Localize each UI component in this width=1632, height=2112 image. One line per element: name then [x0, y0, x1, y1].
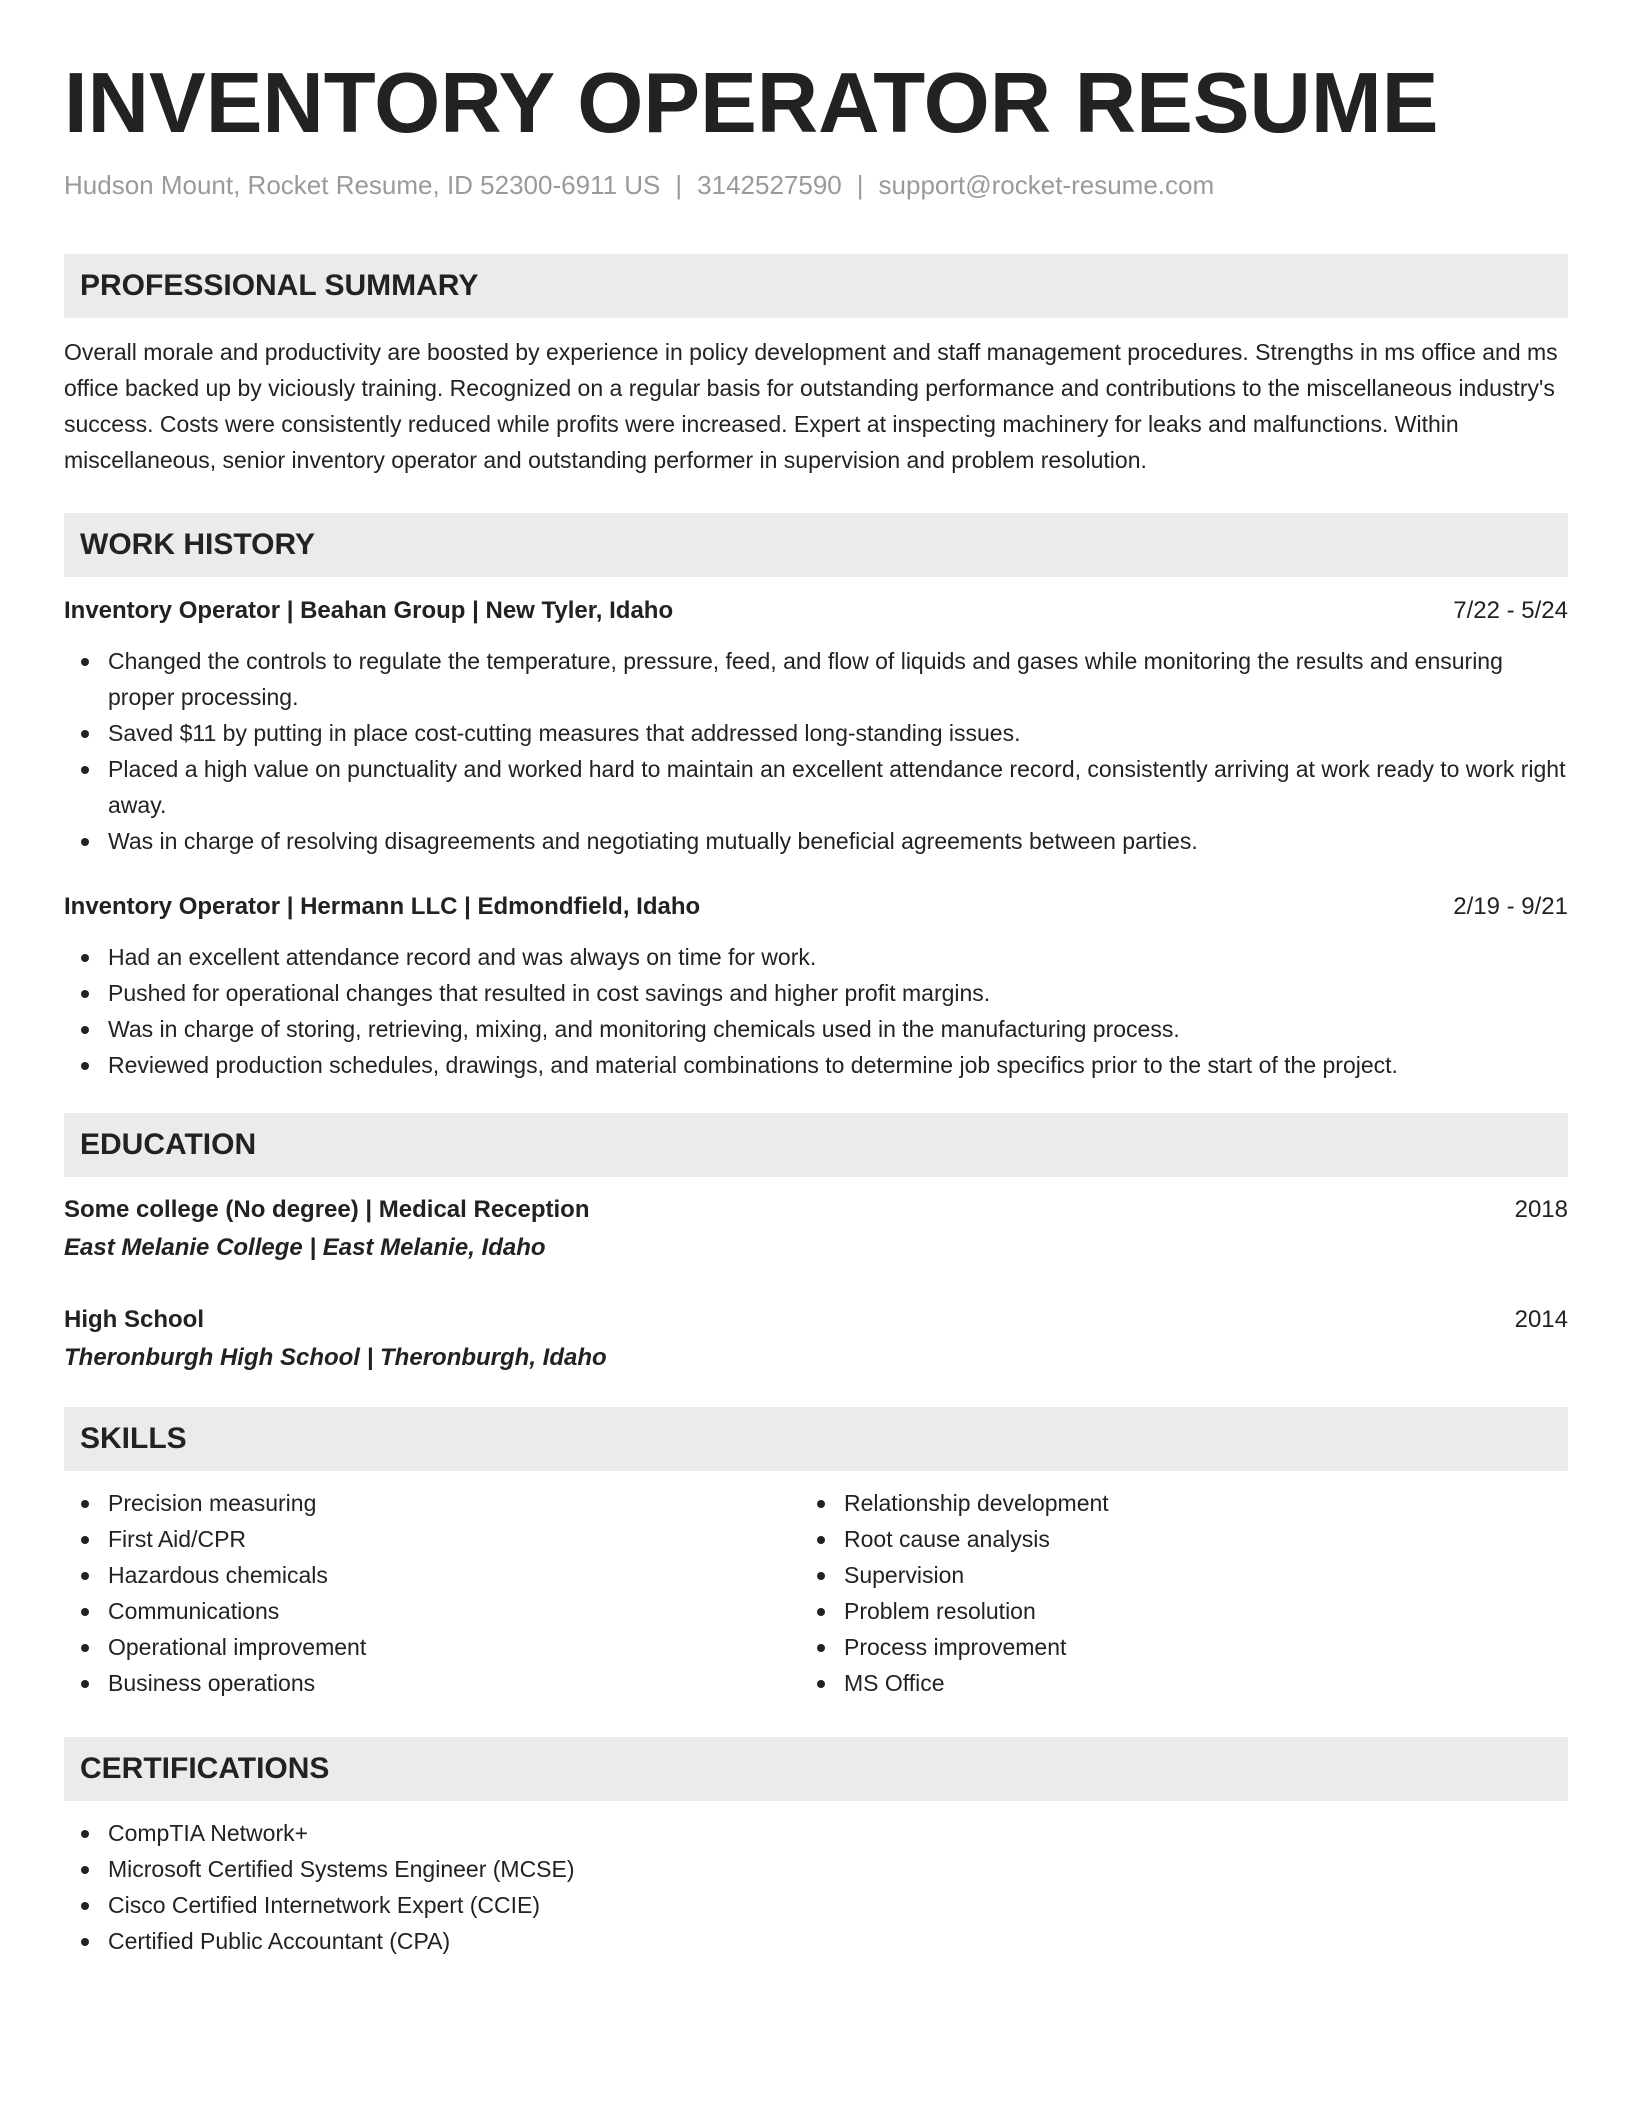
skills-columns — [64, 1485, 1568, 1701]
resume-title: INVENTORY OPERATOR RESUME — [64, 56, 1439, 151]
skill-item: Relationship development — [800, 1485, 1568, 1521]
job-title: Inventory Operator | Beahan Group | New Tyler, Idaho — [64, 597, 674, 624]
contact-phone: 3142527590 — [697, 170, 842, 200]
education-entry — [64, 1301, 1568, 1377]
job-bullets — [64, 939, 1568, 1083]
education-year: 2018 — [1514, 1196, 1568, 1223]
job-dates: 2/19 - 9/21 — [1453, 893, 1568, 920]
education-row — [64, 1301, 1568, 1339]
contact-address: Hudson Mount, Rocket Resume, ID 52300-6911 US — [64, 170, 661, 200]
job-bullets — [64, 643, 1568, 859]
certification-item: Microsoft Certified Systems Engineer (MCSE) — [64, 1851, 1568, 1887]
certification-item: CompTIA Network+ — [64, 1815, 1568, 1851]
skill-item: Business operations — [64, 1665, 800, 1701]
education-school: Theronburgh High School | Theronburgh, Idaho — [64, 1344, 607, 1371]
job-bullet: Was in charge of resolving disagreements and negotiating mutually beneficial agreements between parties. — [64, 823, 1568, 859]
skills-list-right — [800, 1485, 1568, 1701]
education-school: East Melanie College | East Melanie, Idaho — [64, 1234, 546, 1261]
skill-item: Process improvement — [800, 1629, 1568, 1665]
skill-item: Operational improvement — [64, 1629, 800, 1665]
education-degree: Some college (No degree) | Medical Reception — [64, 1196, 590, 1223]
skills-list-left — [64, 1485, 800, 1701]
job-bullet: Placed a high value on punctuality and worked hard to maintain an excellent attendance record, consistently arriving at work ready to work right away. — [64, 751, 1568, 823]
job-bullet: Changed the controls to regulate the temperature, pressure, feed, and flow of liquids and gases while monitoring the results and ensuring proper processing. — [64, 643, 1568, 715]
section-heading-education: EDUCATION — [64, 1113, 1568, 1177]
education-row — [64, 1191, 1568, 1229]
certifications-list — [64, 1815, 1568, 1959]
skill-item: Precision measuring — [64, 1485, 800, 1521]
education-degree: High School — [64, 1306, 204, 1333]
skill-item: MS Office — [800, 1665, 1568, 1701]
skill-item: Problem resolution — [800, 1593, 1568, 1629]
job-bullet: Saved $11 by putting in place cost-cutting measures that addressed long-standing issues. — [64, 715, 1568, 751]
certification-item: Cisco Certified Internetwork Expert (CCIE) — [64, 1887, 1568, 1923]
contact-separator: | — [675, 170, 683, 200]
skill-item: Hazardous chemicals — [64, 1557, 800, 1593]
job-title: Inventory Operator | Hermann LLC | Edmondfield, Idaho — [64, 893, 701, 920]
skill-item: Supervision — [800, 1557, 1568, 1593]
job-dates: 7/22 - 5/24 — [1453, 597, 1568, 624]
job-bullet: Had an excellent attendance record and was always on time for work. — [64, 939, 1568, 975]
skill-item: Communications — [64, 1593, 800, 1629]
job-bullet: Pushed for operational changes that resulted in cost savings and higher profit margins. — [64, 975, 1568, 1011]
contact-line — [64, 168, 1568, 202]
education-entry — [64, 1191, 1568, 1267]
certification-item: Certified Public Accountant (CPA) — [64, 1923, 1568, 1959]
job-header — [64, 889, 1568, 925]
section-heading-work-history: WORK HISTORY — [64, 513, 1568, 577]
section-heading-certifications: CERTIFICATIONS — [64, 1737, 1568, 1801]
job-header — [64, 593, 1568, 629]
contact-separator: | — [856, 170, 864, 200]
skill-item: Root cause analysis — [800, 1521, 1568, 1557]
section-heading-summary: PROFESSIONAL SUMMARY — [64, 254, 1568, 318]
job-bullet: Reviewed production schedules, drawings, and material combinations to determine job specifics prior to the start of the project. — [64, 1047, 1568, 1083]
education-year: 2014 — [1514, 1306, 1568, 1333]
contact-email: support@rocket-resume.com — [878, 170, 1215, 200]
resume-page — [64, 52, 1568, 1959]
job-bullet: Was in charge of storing, retrieving, mixing, and monitoring chemicals used in the manufacturing process. — [64, 1011, 1568, 1047]
skill-item: First Aid/CPR — [64, 1521, 800, 1557]
summary-text: Overall morale and productivity are boosted by experience in policy development and staff management procedures. Strengths in ms office and ms office backed up by viciously training. Recognized on a regular basis for outstanding performance and contributions to the miscellaneous industry's success. Costs were consistently reduced while profits were increased. Expert at inspecting machinery for leaks and malfunctions. Within miscellaneous, senior inventory operator and outstanding performer in supervision and problem resolution. — [64, 339, 1558, 473]
section-heading-skills: SKILLS — [64, 1407, 1568, 1471]
